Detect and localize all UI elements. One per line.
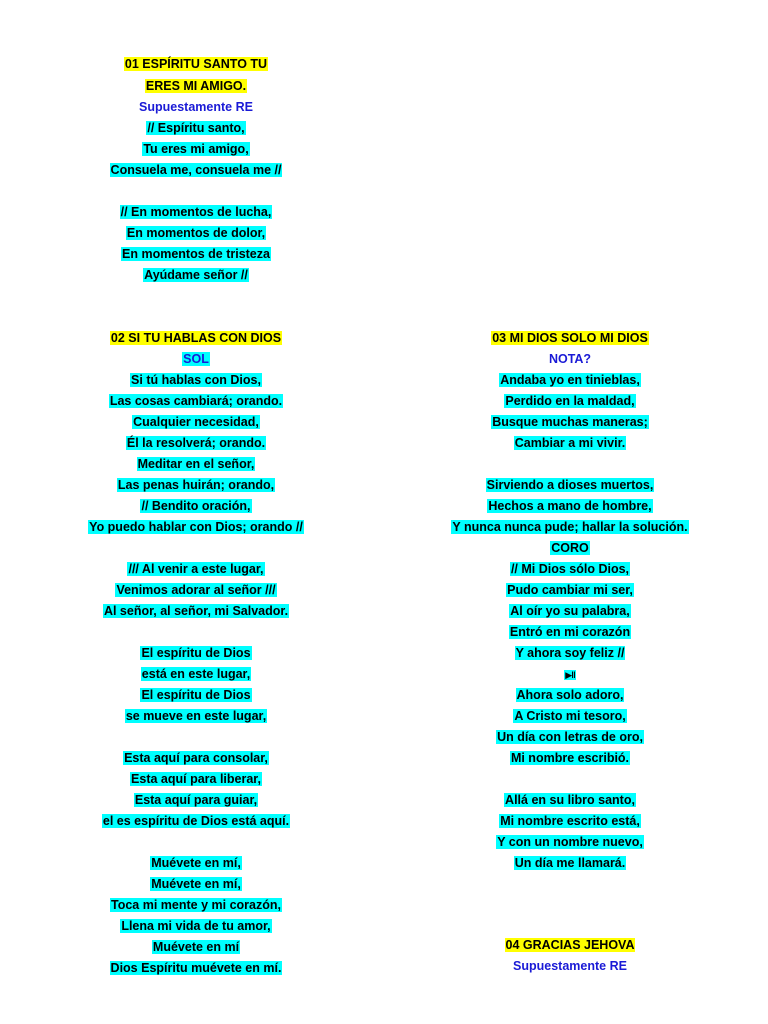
lyric-text: Tu eres mi amigo, — [143, 142, 249, 156]
chorus-label-text: CORO — [551, 541, 589, 555]
lyric-line — [378, 477, 762, 493]
lyric-line — [4, 519, 388, 535]
lyric-line — [4, 876, 388, 892]
lyric-line — [4, 456, 388, 472]
lyric-line — [4, 267, 388, 283]
lyric-text: Cualquier necesidad, — [133, 415, 259, 429]
lyric-text: En momentos de dolor, — [126, 226, 266, 240]
lyric-text: El espíritu de Dios — [141, 688, 251, 702]
lyric-line — [4, 141, 388, 157]
lyric-line — [4, 435, 388, 451]
lyric-text: En momentos de tristeza — [122, 247, 270, 261]
song-title-text: 04 GRACIAS JEHOVA — [505, 938, 635, 952]
lyric-line — [4, 897, 388, 913]
lyric-line — [378, 519, 762, 535]
lyric-text: Andaba yo en tinieblas, — [500, 373, 640, 387]
lyric-text: Las cosas cambiará; orando. — [109, 394, 283, 408]
lyric-text: Muévete en mí — [152, 940, 240, 954]
lyric-text: Perdido en la maldad, — [505, 394, 635, 408]
lyric-text: está en este lugar, — [141, 667, 251, 681]
lyric-line — [378, 645, 762, 661]
lyric-text: Allá en su libro santo, — [505, 793, 635, 807]
lyric-text: el es espíritu de Dios está aquí. — [102, 814, 290, 828]
lyric-line — [4, 708, 388, 724]
lyric-text: Un día me llamará. — [514, 856, 626, 870]
song-key — [4, 351, 388, 367]
lyric-text: Consuela me, consuela me // — [110, 163, 282, 177]
lyric-line — [378, 792, 762, 808]
lyric-line — [378, 750, 762, 766]
lyric-line — [4, 771, 388, 787]
lyric-text: Y ahora soy feliz // — [515, 646, 625, 660]
lyric-text: Llena mi vida de tu amor, — [121, 919, 271, 933]
song-title-text: 03 MI DIOS SOLO MI DIOS — [492, 331, 648, 345]
lyric-line — [378, 582, 762, 598]
lyric-line — [378, 624, 762, 640]
lyric-text: Ayúdame señor // — [144, 268, 248, 282]
song-title — [4, 330, 388, 346]
lyric-line — [4, 498, 388, 514]
lyric-text: Meditar en el señor, — [137, 457, 255, 471]
song-key — [378, 958, 762, 974]
lyric-line — [4, 813, 388, 829]
lyric-text: // Bendito oración, — [141, 499, 251, 513]
song-key-text: NOTA? — [548, 352, 592, 366]
lyric-text: Mi nombre escribió. — [510, 751, 630, 765]
lyric-line — [378, 498, 762, 514]
lyric-text: Hechos a mano de hombre, — [488, 499, 652, 513]
lyric-line — [4, 687, 388, 703]
lyric-text: Y con un nombre nuevo, — [497, 835, 643, 849]
lyric-line — [4, 918, 388, 934]
lyric-text: Venimos adorar al señor /// — [116, 583, 276, 597]
lyric-line — [378, 372, 762, 388]
lyric-text: Al señor, al señor, mi Salvador. — [103, 604, 289, 618]
lyric-line — [4, 561, 388, 577]
lyric-line — [378, 435, 762, 451]
song-title — [378, 330, 762, 346]
lyric-text: Sirviendo a dioses muertos, — [486, 478, 654, 492]
lyric-line — [4, 246, 388, 262]
lyric-text: // Mi Dios sólo Dios, — [510, 562, 630, 576]
lyric-text: Toca mi mente y mi corazón, — [111, 898, 281, 912]
lyric-text: Si tú hablas con Dios, — [131, 373, 261, 387]
lyric-text: // En momentos de lucha, — [120, 205, 272, 219]
lyric-text: /// Al venir a este lugar, — [128, 562, 264, 576]
lyric-line — [378, 834, 762, 850]
lyric-line — [4, 582, 388, 598]
lyric-line — [378, 603, 762, 619]
lyric-line — [4, 792, 388, 808]
lyric-line — [4, 603, 388, 619]
lyric-text: Busque muchas maneras; — [492, 415, 648, 429]
lyric-text: Ahora solo adoro, — [516, 688, 624, 702]
lyric-line — [4, 120, 388, 136]
song-key-text: SOL — [183, 352, 209, 366]
lyric-line — [378, 687, 762, 703]
lyric-line — [378, 729, 762, 745]
lyric-text: Al oír yo su palabra, — [510, 604, 630, 618]
play-pause-marker — [378, 666, 762, 683]
lyric-text: se mueve en este lugar, — [125, 709, 267, 723]
lyric-line — [4, 414, 388, 430]
chorus-label — [378, 540, 762, 556]
song-title-text: 02 SI TU HABLAS CON DIOS — [110, 331, 282, 345]
lyric-line — [4, 372, 388, 388]
lyric-line — [4, 939, 388, 955]
lyric-text: Yo puedo hablar con Dios; orando // — [89, 520, 303, 534]
song-title-line-1: 01 ESPÍRITU SANTO TU — [124, 57, 268, 71]
lyric-text: Esta aquí para guiar, — [134, 793, 258, 807]
lyric-text: Esta aquí para liberar, — [131, 772, 261, 786]
lyric-line — [4, 645, 388, 661]
lyric-line — [378, 813, 762, 829]
song-key — [378, 351, 762, 367]
song-title — [4, 78, 388, 94]
lyric-line — [4, 750, 388, 766]
lyric-line — [4, 666, 388, 682]
lyric-text: Muévete en mí, — [151, 856, 241, 870]
lyric-text: // Espíritu santo, — [147, 121, 245, 135]
lyric-line — [378, 855, 762, 871]
lyric-line — [4, 960, 388, 976]
lyric-text: Él la resolverá; orando. — [126, 436, 266, 450]
song-title-line-2: ERES MI AMIGO. — [145, 79, 247, 93]
lyric-line — [4, 393, 388, 409]
lyric-text: El espíritu de Dios — [141, 646, 251, 660]
lyric-line — [4, 855, 388, 871]
song-title — [4, 56, 388, 72]
lyric-text: Esta aquí para consolar, — [124, 751, 268, 765]
lyric-line — [378, 393, 762, 409]
lyric-text: A Cristo mi tesoro, — [514, 709, 626, 723]
lyric-text: Cambiar a mi vivir. — [514, 436, 626, 450]
lyric-text: Y nunca nunca pude; hallar la solución. — [452, 520, 688, 534]
lyric-text: Un día con letras de oro, — [497, 730, 643, 744]
lyric-text: Entró en mi corazón — [509, 625, 631, 639]
song-title — [378, 937, 762, 953]
song-key-text: Supuestamente RE — [513, 959, 627, 973]
lyric-line — [4, 225, 388, 241]
lyric-line — [378, 414, 762, 430]
lyric-text: Las penas huirán; orando, — [117, 478, 275, 492]
lyric-line — [378, 708, 762, 724]
play-pause-icon: ▶‖ — [565, 670, 575, 680]
lyric-text: Pudo cambiar mi ser, — [507, 583, 633, 597]
song-key — [4, 99, 388, 115]
lyric-line — [4, 477, 388, 493]
lyric-text: Mi nombre escrito está, — [500, 814, 640, 828]
lyric-text: Muévete en mí, — [151, 877, 241, 891]
song-key-text: Supuestamente RE — [139, 100, 253, 114]
lyric-line — [378, 561, 762, 577]
lyric-line — [4, 204, 388, 220]
lyric-text: Dios Espíritu muévete en mí. — [110, 961, 282, 975]
lyric-line — [4, 162, 388, 178]
